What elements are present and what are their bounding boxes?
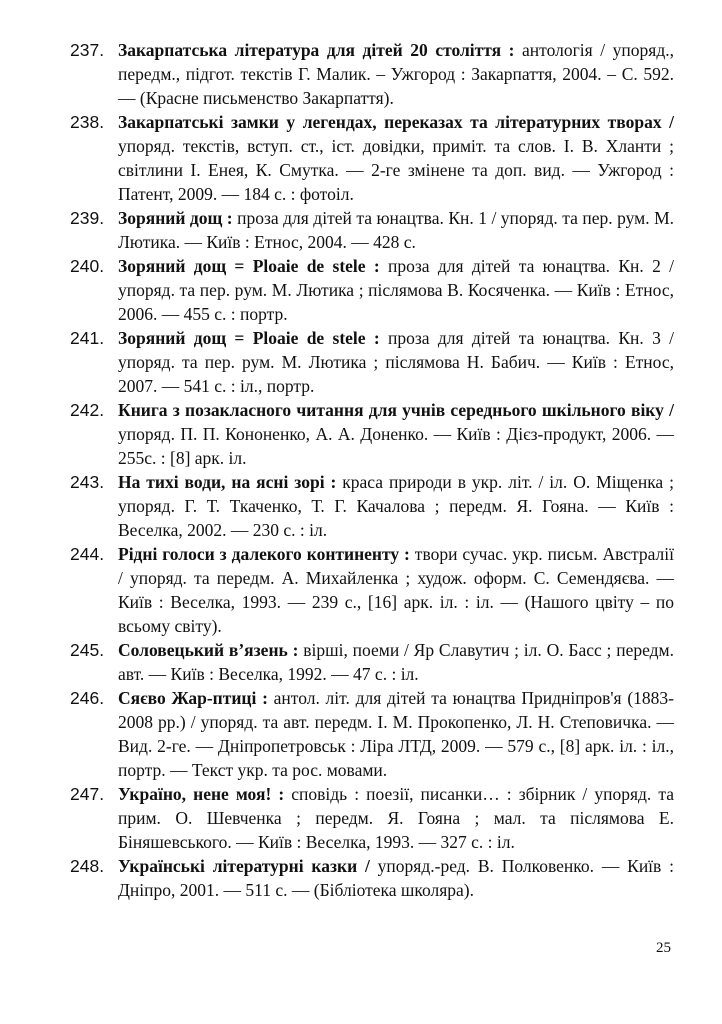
entry-description: проза для дітей та юнацтва. Кн. 2 / упоряд. та пер. рум. М. Лютика ; післямова В. Косяченка. — Київ : Етнос, 2006. — 455 с. : портр. — [118, 256, 674, 324]
entry-description: антол. літ. для дітей та юнацтва Придніпров'я (1883-2008 рр.) / упоряд. та авт. передм. І. М. Прокопенко, Л. Н. Степовичка. — Вид. 2-ге. — Дніпропетровськ : Ліра ЛТД, 2009. — 579 с., [8] арк. іл. : іл., портр. — Текст укр. та рос. мовами. — [118, 688, 674, 780]
bibliography-entry — [70, 686, 674, 782]
entry-number: 238. — [70, 112, 105, 132]
entry-description: проза для дітей та юнацтва. Кн. 3 / упоряд. та пер. рум. М. Лютика ; післямова Н. Бабич. — Київ : Етнос, 2007. — 541 с. : іл., портр. — [118, 328, 674, 396]
entry-description: проза для дітей та юнацтва. Кн. 1 / упоряд. та пер. рум. М. Лютика. — Київ : Етнос, 2004. — 428 с. — [118, 208, 674, 252]
entry-body — [118, 206, 674, 254]
entry-description: упоряд. П. П. Кононенко, А. А. Доненко. — Київ : Дієз-продукт, 2006. — 255с. : [8] арк. іл. — [118, 424, 674, 468]
entry-title: Соловецький в’язень : — [118, 640, 299, 660]
entry-title: Зоряний дощ = Ploaie de stele : — [118, 256, 380, 276]
entry-title: Рідні голоси з далекого континенту : — [118, 544, 410, 564]
entry-title: Закарпатська література для дітей 20 століття : — [118, 40, 515, 60]
entry-body — [118, 782, 674, 854]
bibliography-entry — [70, 542, 674, 638]
bibliography-list — [70, 38, 674, 902]
entry-body — [118, 638, 674, 686]
entry-body — [118, 686, 674, 782]
entry-number: 248. — [70, 856, 105, 876]
entry-body — [118, 542, 674, 638]
entry-number: 244. — [70, 544, 105, 564]
entry-body — [118, 38, 674, 110]
bibliography-entry — [70, 326, 674, 398]
bibliography-entry — [70, 782, 674, 854]
entry-number: 243. — [70, 472, 105, 492]
entry-title: Книга з позакласного читання для учнів середнього шкільного віку / — [118, 400, 674, 420]
entry-title: Українські літературні казки / — [118, 856, 370, 876]
entry-body — [118, 254, 674, 326]
entry-title: Закарпатські замки у легендах, переказах та літературних творах / — [118, 112, 674, 132]
entry-body — [118, 326, 674, 398]
entry-number: 247. — [70, 784, 105, 804]
bibliography-entry — [70, 38, 674, 110]
entry-body — [118, 110, 674, 206]
bibliography-entry — [70, 254, 674, 326]
entry-number: 240. — [70, 256, 105, 276]
entry-body — [118, 398, 674, 470]
entry-description: твори сучас. укр. письм. Австралії / упоряд. та передм. А. Михайленка ; худож. оформ. С. Семендяєва. — Київ : Веселка, 1993. — 239 с., [16] арк. іл. : іл. — (Нашого цвіту – по всьому світу). — [118, 544, 675, 636]
bibliography-entry — [70, 206, 674, 254]
bibliography-entry — [70, 638, 674, 686]
entry-title: На тихі води, на ясні зорі : — [118, 472, 337, 492]
entry-description: сповідь : поезії, писанки… : збірник / упоряд. та прим. О. Шевченка ; передм. Я. Гояна ; мал. та післямова Е. Біняшевського. — Київ : Веселка, 1993. — 327 с. : іл. — [118, 784, 674, 852]
entry-number: 242. — [70, 400, 105, 420]
entry-title: Зоряний дощ : — [118, 208, 233, 228]
entry-body — [118, 470, 674, 542]
entry-description: краса природи в укр. літ. / іл. О. Міщенка ; упоряд. Г. Т. Ткаченко, Т. Г. Качалова ; передм. Я. Гояна. — Київ : Веселка, 2002. — 230 с. : іл. — [118, 472, 675, 540]
entry-number: 237. — [70, 40, 105, 60]
entry-number: 239. — [70, 208, 105, 228]
entry-title: Сяєво Жар-птиці : — [118, 688, 268, 708]
entry-number: 245. — [70, 640, 105, 660]
entry-title: Україно, нене моя! : — [118, 784, 285, 804]
entry-description: упоряд. текстів, вступ. ст., іст. довідки, приміт. та слов. І. В. Хланти ; світлини І. Енея, К. Смутка. — 2-ге змінене та доп. вид. — Ужгород : Патент, 2009. — 184 с. : фотоіл. — [118, 136, 674, 204]
entry-description: вірші, поеми / Яр Славутич ; іл. О. Басс ; передм. авт. — Київ : Веселка, 1992. — 47 с. : іл. — [118, 640, 675, 684]
bibliography-entry — [70, 110, 674, 206]
page-number: 25 — [656, 940, 671, 956]
bibliography-entry — [70, 470, 674, 542]
entry-description: антологія / упоряд., передм., підгот. текстів Г. Малик. – Ужгород : Закарпаття, 2004. – С. 592. — (Красне письменство Закарпаття). — [118, 40, 674, 108]
entry-number: 246. — [70, 688, 105, 708]
bibliography-entry — [70, 398, 674, 470]
entry-title: Зоряний дощ = Ploaie de stele : — [118, 328, 380, 348]
entry-description: упоряд.-ред. В. Полковенко. — Київ : Дніпро, 2001. — 511 с. — (Бібліотека школяра). — [118, 856, 674, 900]
entry-number: 241. — [70, 328, 105, 348]
bibliography-entry — [70, 854, 674, 902]
entry-body — [118, 854, 674, 902]
